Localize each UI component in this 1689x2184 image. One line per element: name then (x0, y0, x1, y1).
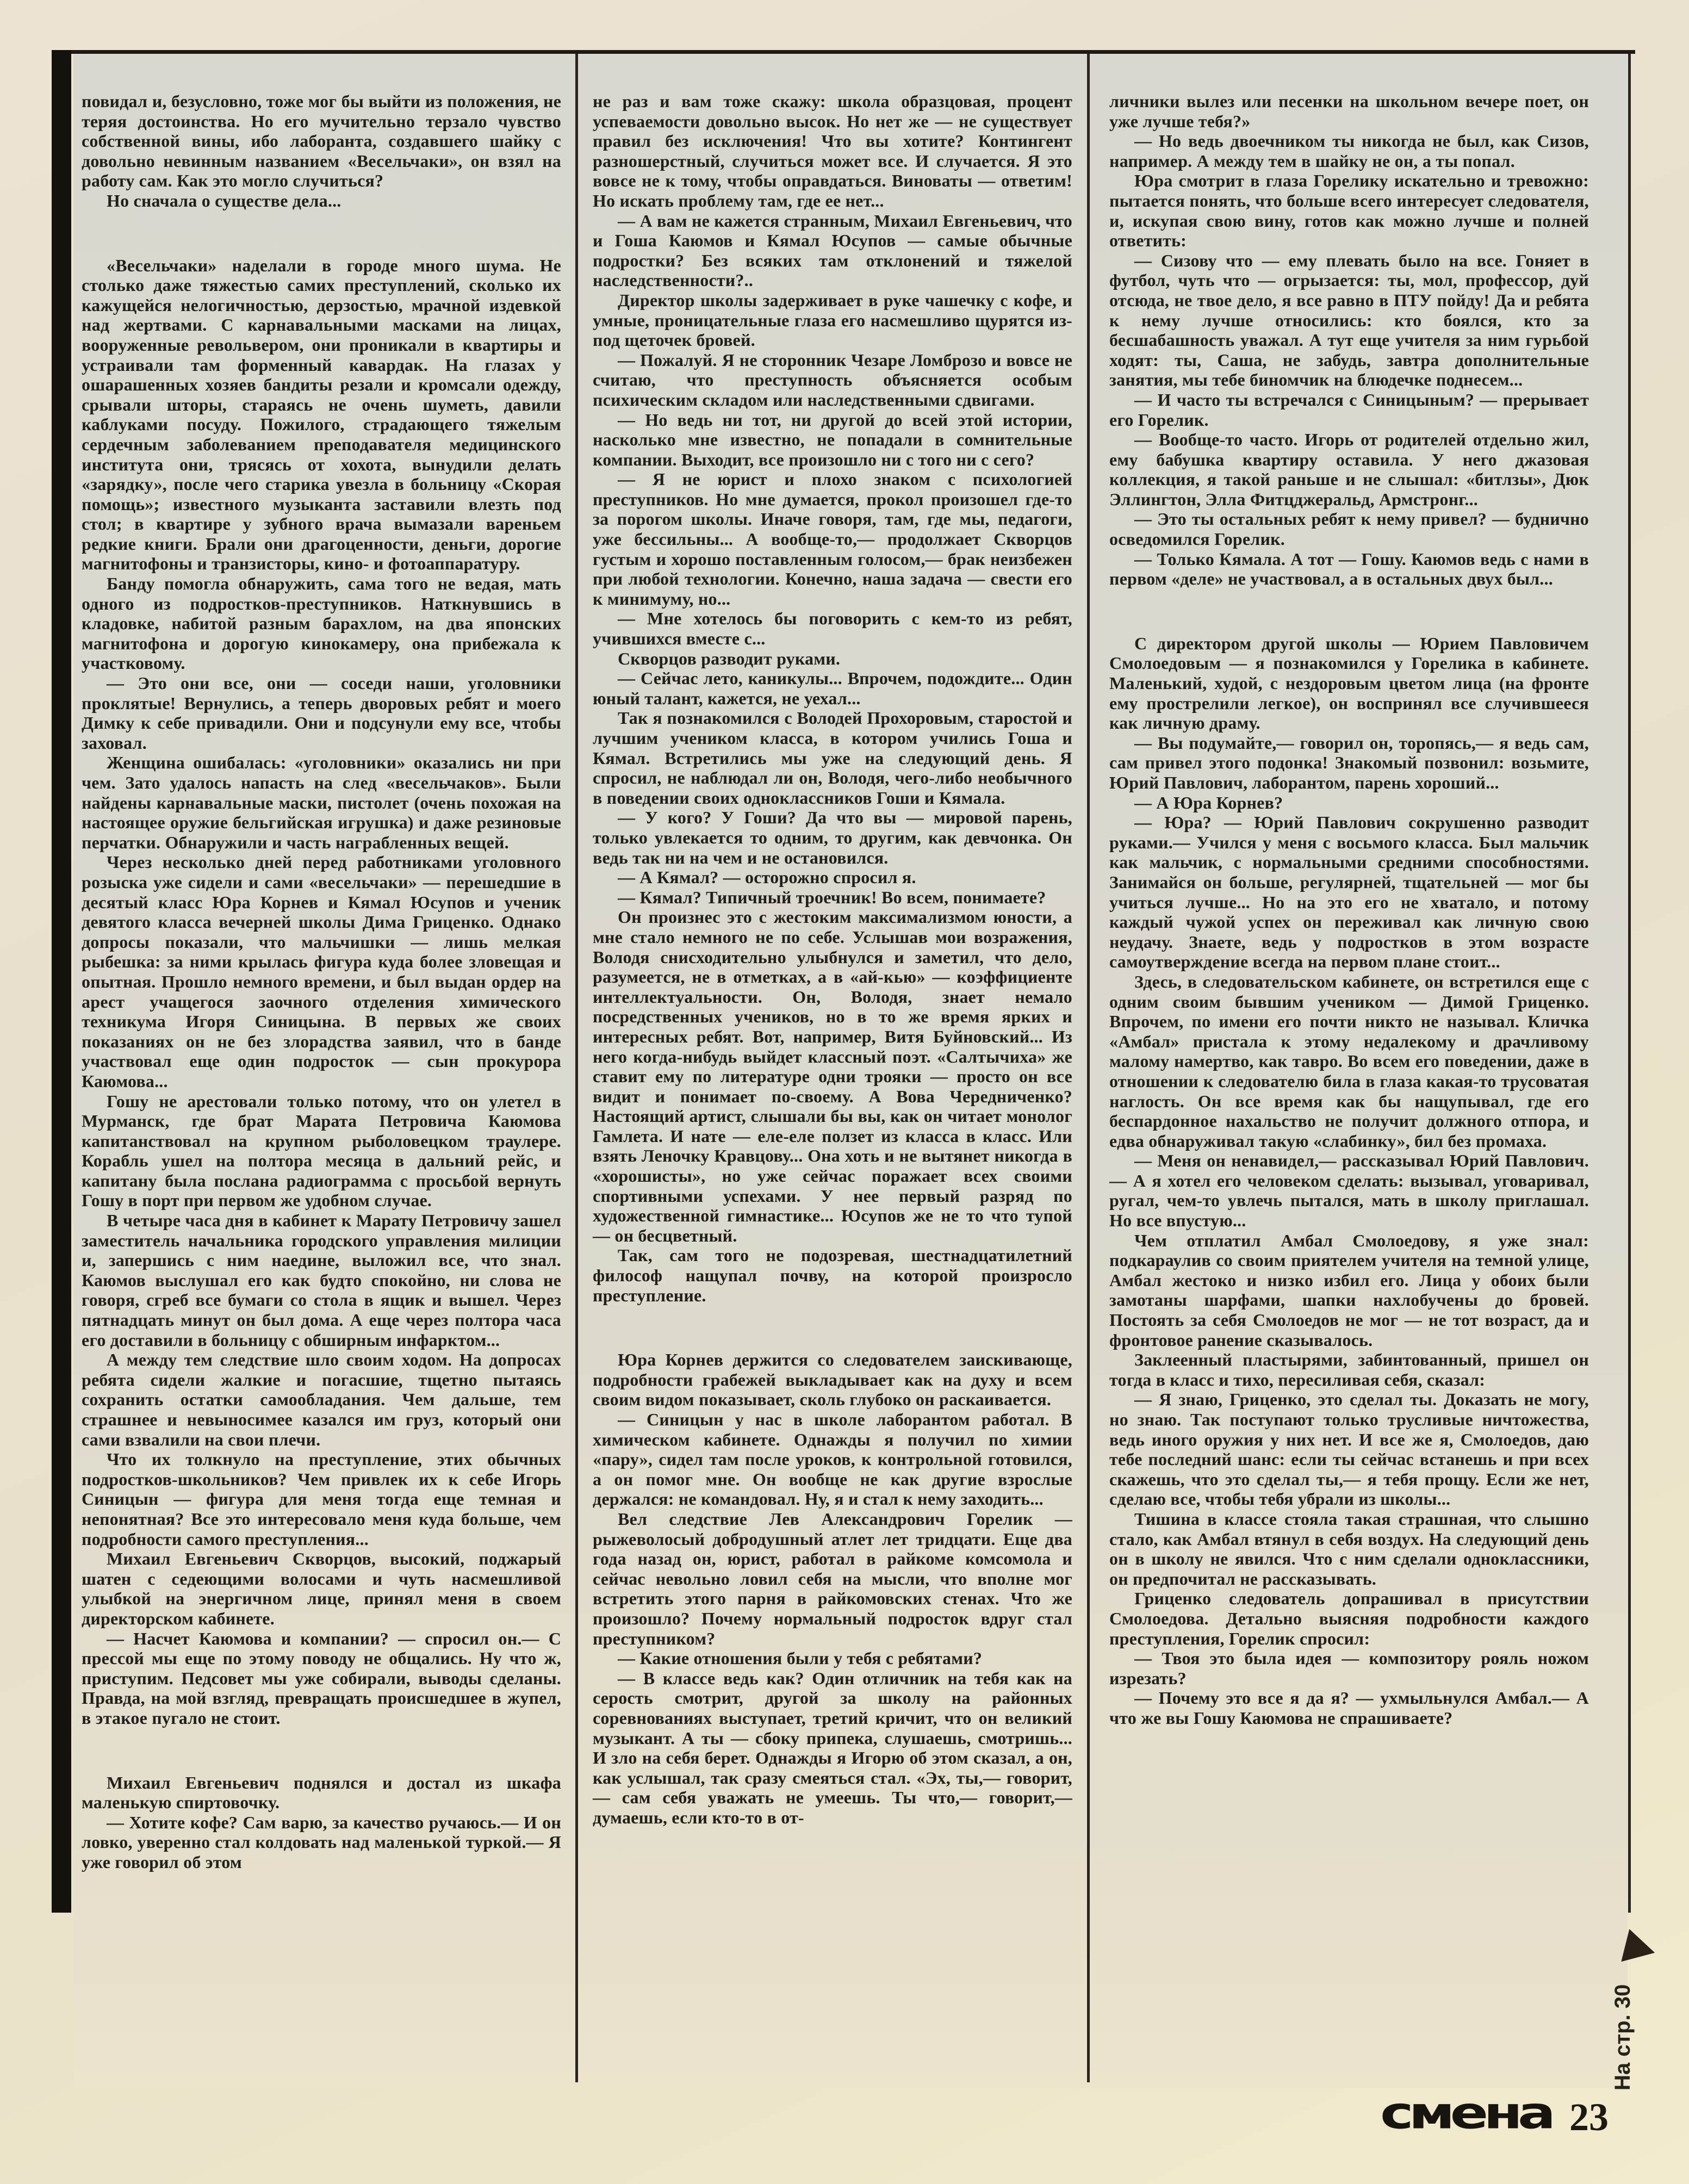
paragraph: — А Кямал? — осторожно спросил я. (618, 867, 916, 888)
paragraph: — Это они все, они — соседи наши, уголовники проклятые! Вернулись, а теперь дворовых ребят и моего Димку к себе привадили. Они и подсунули ему все, чтобы заховал. (82, 673, 561, 753)
paragraph: Он произнес это с жестоким максимализмом юности, а мне стало немного не по себе. Услышав мои возражения, Володя снисходительно улыбнулся и заметил, что дело, разумеется, не в отметках, а в «ай-кью» — коэффициенте интеллектуальности. Он, Володя, знает немало посредственных учеников, но в то же время ярких и интересных ребят. Вот, например, Витя Буйновский... Из него когда-нибудь выйдет классный поэт. «Салтычиха» же ставит ему по литературе одни трояки — просто он все видит и понимает по-своему. А Вова Чередниченко? Настоящий артист, слышали бы вы, как он читает монолог Гамлета. И нате — еле-еле ползет из класса в класс. Или взять Леночку Кравцову... Она хоть и не вытянет никогда в «хорошисты», но уже сейчас поражает всех своими спортивными успехами. У нее первый разряд по художественной гимнастике... Юсупов же не то что тупой — он бесцветный. (593, 907, 1072, 1245)
paragraph: — Я знаю, Гриценко, это сделал ты. Доказать не могу, но знаю. Так поступают только трусливые ничтожества, ведь иного оружия у них нет. И все же я, Смолоедов, даю тебе последний шанс: если ты сейчас встанешь и при всех скажешь, что это сделал ты,— я тебя прощу. Если же нет, сделаю все, чтобы тебя убрали из школы... (1109, 1389, 1589, 1509)
paragraph: — Синицын у нас в школе лаборантом работал. В химическом кабинете. Однажды я получил по химии «пару», сидел там после уроков, к контрольной готовился, а он помог мне. Он вообще не как другие взрослые держался: не командовал. Ну, я и стал к нему заходить... (593, 1410, 1072, 1509)
paragraph: Тишина в классе стояла такая страшная, что слышно стало, как Амбал втянул в себя воздух. На следующий день он в школу не явился. Что с ним сделали одноклассники, он предпочитал не рассказывать. (1109, 1509, 1589, 1589)
paragraph: Юра смотрит в глаза Горелику искательно и тревожно: пытается понять, что больше всего интересует следователя, и, искупая свою вину, готов как можно лучше и полней ответить: (1109, 171, 1589, 251)
paragraph: — Пожалуй. Я не сторонник Чезаре Ломброзо и вовсе не считаю, что преступность объясняется особым психическим складом или наследственными сдвигами. (593, 350, 1072, 409)
paragraph: — Кямал? Типичный троечник! Во всем, понимаете? (618, 887, 1046, 907)
paragraph: личники вылез или песенки на школьном вечере поет, он уже лучше тебя?» (1109, 91, 1589, 131)
paragraph: Гриценко следователь допрашивал в присутствии Смолоедова. Детально выясняя подробности каждого преступления, Горелик спросил: (1109, 1589, 1589, 1648)
column-divider-2 (1087, 54, 1090, 2082)
paragraph: Директор школы задерживает в руке чашечку с кофе, и умные, проницательные глаза его насмешливо щурятся из-под щеточек бровей. (593, 290, 1072, 350)
top-rule (52, 50, 1635, 54)
paragraph: — Меня он ненавидел,— рассказывал Юрий Павлович.— А я хотел его человеком сделать: вызывал, уговаривал, ругал, чем-то увлечь пытался, мать в школу приглашал. Но все впустую... (1109, 1151, 1589, 1231)
paragraph: — Это ты остальных ребят к нему привел? — буднично осведомился Горелик. (1109, 509, 1589, 549)
paragraph: Так, сам того не подозревая, шестнадцатилетний философ нащупал почву, на которой произросло преступление. (593, 1245, 1072, 1305)
paragraph: — Мне хотелось бы поговорить с кем-то из ребят, учившихся вместе с... (593, 609, 1072, 649)
paragraph: А между тем следствие шло своим ходом. На допросах ребята сидели жалкие и погасшие, тщетно пытаясь сохранить остатки самообладания. Чем дальше, тем страшнее и невыносимее казался им груз, который они сами взвалили на свои плечи. (82, 1350, 561, 1449)
paragraph: — И часто ты встречался с Синицыным? — прерывает его Горелик. (1109, 389, 1589, 430)
paragraph: «Весельчаки» наделали в городе много шума. Не столько даже тяжестью самих преступлений, сколько их кажущейся нелогичностью, дерзостью, мрачной издевкой над жертвами. С карнавальными масками на лицах, вооруженные револьвером, они проникали в квартиры и устраивали там форменный кавардак. На глазах у ошарашенных хозяев бандиты резали и кромсали одежду, срывали шторы, стараясь не очень шуметь, давили каблуками посуду. Пожилого, страдающего тяжелым сердечным заболеванием преподавателя медицинского института они, трясясь от хохота, вынудили делать «зарядку», после чего старика увезла в больницу «Скорая помощь»; известного музыканта заставили влезть под стол; в квартире у зубного врача вымазали вареньем редкие книги. Брали они драгоценности, деньги, дорогие магнитофоны и транзисторы, кино- и фотоаппаратуру. (82, 255, 561, 574)
paragraph: — Какие отношения были у тебя с ребятами? (618, 1648, 983, 1668)
paragraph: — Сейчас лето, каникулы... Впрочем, подождите... Один юный талант, кажется, не уехал... (593, 668, 1072, 708)
paragraph: — В классе ведь как? Один отличник на тебя как на серость смотрит, другой за школу на районных соревнованиях выступает, третий кричит, что он великий музыкант. А ты — сбоку припека, слушаешь, смотришь... И зло на себя берет. Однажды я Игорю об этом сказал, а он, как услышал, так сразу смеяться стал. «Эх, ты,— говорит,— сам себя уважать не умеешь. Ты что,— говорит,— думаешь, если кто-то в от- (593, 1668, 1072, 1827)
paragraph: Заклеенный пластырями, забинтованный, пришел он тогда в класс и тихо, пересиливая себя, сказал: (1109, 1350, 1589, 1389)
paragraph: С директором другой школы — Юрием Павловичем Смолоедовым — я познакомился у Горелика в кабинете. Маленький, худой, с нездоровым цветом лица (на фронте ему прострелили легкое), он воспринял все случившееся как личную драму. (1109, 633, 1589, 733)
paragraph: Что их толкнуло на преступление, этих обычных подростков-школьников? Чем привлек их к себе Игорь Синицын — фигура для меня тогда еще темная и непонятная? Все это интересовало меня куда больше, чем подробности самого преступления... (82, 1449, 561, 1549)
paragraph: В четыре часа дня в кабинет к Марату Петровичу зашел заместитель начальника городского управления милиции и, запершись с ним наедине, выложил все, что знал. Каюмов выслушал его как будто спокойно, ни слова не говоря, сгреб все бумаги со стола в ящик и вышел. Через пятнадцать минут он был дома. А еще через полтора часа его доставили в больницу с обширным инфарктом... (82, 1211, 561, 1350)
column-divider-1 (575, 54, 578, 2082)
paragraph: — Но ведь ни тот, ни другой до всей этой истории, насколько мне известно, не попадали в сомнительные компании. Выходит, все произошло ни с того ни с сего? (593, 409, 1072, 469)
paragraph: — Вообще-то часто. Игорь от родителей отдельно жил, ему бабушка квартиру оставила. У него джазовая коллекция, я такой раньше и не слышал: «битлзы», Дюк Эллингтон, Элла Фитцджеральд, Армстронг... (1109, 430, 1589, 509)
page-number: 23 (1569, 2095, 1609, 2139)
paragraph: Банду помогла обнаружить, сама того не ведая, мать одного из подростков-преступников. Наткнувшись в кладовке, набитой разным барахлом, на два японских магнитофона и дорогую кинокамеру, она прибежала к участковому. (82, 574, 561, 673)
text-column-1 (82, 91, 561, 1872)
magazine-logo: смена (1380, 2087, 1551, 2139)
paragraph: — Вы подумайте,— говорил он, торопясь,— я ведь сам, сам привел этого подонка! Знакомый позвонил: возьмите, Юрий Павлович, лаборантом, парень хороший... (1109, 733, 1589, 792)
paragraph: Через несколько дней перед работниками уголовного розыска уже сидели и сами «весельчаки» — перешедшие в десятый класс Юра Корнев и Кямал Юсупов и ученик девятого класса вечерней школы Дима Гриценко. Однако допросы показали, что мальчишки — лишь мелкая рыбешка: за ними крылась фигура куда более зловещая и опытная. Прошло немного времени, и был выдан ордер на арест учащегося заочного отделения химического техникума Игоря Синицына. В первых же своих показаниях он не без злорадства заявил, что в банде участвовал еще один подросток — сын прокурора Каюмова... (82, 852, 561, 1091)
paragraph: — У кого? У Гоши? Да что вы — мировой парень, только увлекается то одним, то другим, как девчонка. Он ведь так ни на чем и не остановился. (593, 808, 1072, 867)
left-edge-bar (52, 50, 71, 1913)
paragraph: Чем отплатил Амбал Смолоедову, я уже знал: подкараулив со своим приятелем учителя на темной улице, Амбал жестоко и низко избил его. Лица у обоих были замотаны шарфами, шапки нахлобучены до бровей. Постоять за себя Смолоедов не мог — не тот возраст, да и фронтовое ранение сказывалось. (1109, 1230, 1589, 1350)
paragraph: Так я познакомился с Володей Прохоровым, старостой и лучшим учеником класса, в котором учились Гоша и Кямал. Встретились мы уже на следующий день. Я спросил, не наблюдал ли он, Володя, чего-либо необычного в поведении своих одноклассников Гоши и Кямала. (593, 708, 1072, 808)
paragraph: — А Юра Корнев? (1134, 792, 1283, 812)
paragraph: Но сначала о существе дела... (107, 190, 341, 210)
paragraph: Михаил Евгеньевич поднялся и достал из шкафа маленькую спиртовочку. (82, 1772, 561, 1813)
paragraph: — Хотите кофе? Сам варю, за качество ручаюсь.— И он ловко, уверенно стал колдовать над маленькой туркой.— Я уже говорил об этом (82, 1812, 561, 1872)
text-column-2 (593, 91, 1072, 1827)
paragraph: — Юра? — Юрий Павлович сокрушенно разводит руками.— Учился у меня с восьмого класса. Был мальчик как мальчик, с нормальными средними способностями. Занимайся он больше, регулярней, тщательней — мог бы учиться лучше... Но на это его не хватало, и потому каждый чужой успех он переживал как личную свою неудачу. Знаете, ведь у подростков в этом возрасте самоутверждение всегда на первом плане стоит... (1109, 812, 1589, 972)
paragraph: — Сизову что — ему плевать было на все. Гоняет в футбол, чуть что — огрызается: ты, мол, профессор, дуй отсюда, не твое дело, я все равно в ПТУ пойду! Да и ребята к нему лучше относились: кто боялся, кто за бесшабашность уважал. А тут еще учителя за ним гурьбой ходят: ты, Саша, не забудь, завтра дополнительные занятия, мы тебе биномчик на блюдечке поднесем... (1109, 250, 1589, 390)
paragraph: Вел следствие Лев Александрович Горелик — рыжеволосый добродушный атлет лет тридцати. Еще два года назад он, юрист, работал в райкоме комсомола и сейчас невольно ловил себя на мысли, что вполне мог встретить этого парня в райкомовских стенах. Что же произошло? Почему нормальный подросток вдруг стал преступником? (593, 1509, 1072, 1648)
paragraph: — А вам не кажется странным, Михаил Евгеньевич, что и Гоша Каюмов и Кямал Юсупов — самые обычные подростки? Без всяких там отклонений и тяжелой наследственности?.. (593, 210, 1072, 290)
paragraph: — Насчет Каюмова и компании? — спросил он.— С прессой мы еще по этому поводу не общались. Ну что ж, приступим. Педсовет мы уже собирали, выводы сделаны. Правда, на мой взгляд, превращать происшедшее в жупел, в этакое пугало не стоит. (82, 1628, 561, 1728)
paragraph: Гошу не арестовали только потому, что он улетел в Мурманск, где брат Марата Петровича Каюмова капитанствовал на крупном рыболовецком траулере. Корабль ушел на полтора месяца в дальний рейс, и капитану была послана радиограмма с просьбой вернуть Гошу в порт при первом же удобном случае. (82, 1091, 561, 1211)
paragraph: Женщина ошибалась: «уголовники» оказались ни при чем. Зато удалось напасть на след «весельчаков». Были найдены карнавальные маски, пистолет (очень похожая на настоящее оружие бельгийская игрушка) и даже резиновые перчатки. Обнаружили и часть награбленных вещей. (82, 753, 561, 852)
paragraph: — Я не юрист и плохо знаком с психологией преступников. Но мне думается, прокол произошел где-то за порогом школы. Иначе говоря, там, где мы, педагоги, уже бессильны... А вообще-то,— продолжает Скворцов густым и хорошо поставленным голосом,— брак неизбежен при любой технологии. Конечно, наша задача — свести его к минимуму, но... (593, 469, 1072, 609)
paragraph: Юра Корнев держится со следователем заискивающе, подробности грабежей выкладывает как на духу и всем своим видом показывает, сколь глубоко он раскаивается. (593, 1350, 1072, 1410)
right-edge-rule (1628, 54, 1631, 1913)
paragraph: — Твоя это была идея — композитору рояль ножом изрезать? (1109, 1648, 1589, 1688)
paragraph: Михаил Евгеньевич Скворцов, высокий, поджарый шатен с седеющими волосами и чуть насмешливой улыбкой на энергичном лице, принял меня в своем директорском кабинете. (82, 1549, 561, 1628)
paragraph: Здесь, в следовательском кабинете, он встретился еще с одним своим бывшим учеником — Димой Гриценко. Впрочем, по имени его почти никто не называл. Кличка «Амбал» пристала к этому недалекому и драчливому малому намертво, как тавро. Во всем его поведении, даже в отношении к следователю била в глаза какая-то трусоватая наглость. Он все время как бы нащупывал, где его беспардонное нахальство не получит должного отпора, и едва обнаруживал такую «слабинку», бил без промаха. (1109, 971, 1589, 1151)
paragraph: не раз и вам тоже скажу: школа образцовая, процент успеваемости довольно высок. Но нет же — не существует правил без исключения! Что вы хотите? Контингент разношерстный, случиться может все. И случается. Я это вовсе не к тому, чтобы оправдаться. Виноваты — ответим! Но искать проблему там, где ее нет... (593, 91, 1072, 210)
continuation-note: На стр. 30 (1611, 1984, 1635, 2090)
paragraph: — Почему это все я да я? — ухмыльнулся Амбал.— А что же вы Гошу Каюмова не спрашиваете? (1109, 1688, 1589, 1728)
paragraph: повидал и, безусловно, тоже мог бы выйти из положения, не теряя достоинства. Но его мучительно терзало чувство собственной вины, ибо лаборанта, создавшего шайку с довольно невинным названием «Весельчаки», он взял на работу сам. Как это могло случиться? (82, 91, 561, 191)
paragraph: — Но ведь двоечником ты никогда не был, как Сизов, например. А между тем в шайку не он, а ты попал. (1109, 131, 1589, 171)
paragraph: Скворцов разводит руками. (618, 648, 841, 668)
paragraph: — Только Кямала. А тот — Гошу. Каюмов ведь с нами в первом «деле» не участвовал, а в остальных двух был... (1109, 549, 1589, 589)
text-column-3 (1109, 91, 1589, 1728)
